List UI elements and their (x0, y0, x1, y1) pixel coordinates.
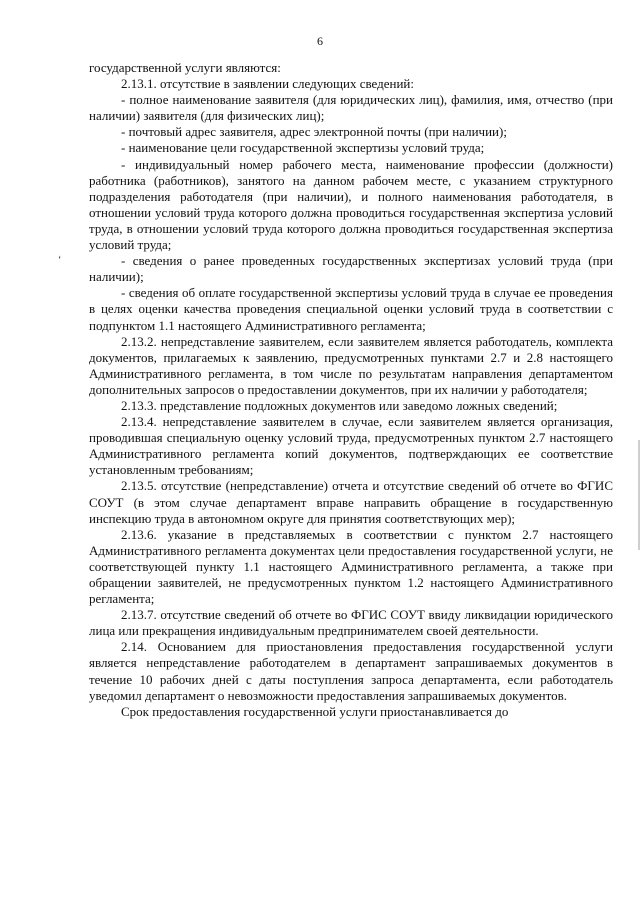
paragraph: - индивидуальный номер рабочего места, наименование профессии (должности) работника (работников), занятого на данном рабочем месте, с указанием структурного подразделения работодателя (при наличии), и полного наименования работодателя, в отношении условий труда которого должна проводиться государственная экспертиза условий труда, в отношении условий труда которого должна проводиться государственная экспертиза условий труда; (89, 156, 613, 253)
paragraph: 2.13.4. непредставление заявителем в случае, если заявителем является организация, проводившая специальную оценку условий труда, предусмотренных пунктом 2.7 настоящего Административного регламента копий документов, подтверждающих ее соответствие установленным требованиям; (89, 414, 613, 478)
document-body (89, 60, 613, 720)
page-number: 6 (317, 34, 323, 48)
paragraph: 2.13.1. отсутствие в заявлении следующих сведений: (121, 76, 414, 92)
paragraph: - полное наименование заявителя (для юридических лиц), фамилия, имя, отчество (при наличии) заявителя (для физических лиц); (89, 92, 613, 124)
paragraph: 2.13.7. отсутствие сведений об отчете во ФГИС СОУТ ввиду ликвидации юридического лица или прекращения индивидуальным предпринимателем своей деятельности. (89, 607, 613, 639)
paragraph: 2.13.5. отсутствие (непредставление) отчета и отсутствие сведений об отчете во ФГИС СОУТ (в этом случае департамент вправе направить обращение в государственную инспекцию труда в автономном округе для принятия соответствующих мер); (89, 478, 613, 526)
paragraph: 2.13.6. указание в представляемых в соответствии с пунктом 2.7 настоящего Административного регламента документах цели предоставления государственной услуги, не соответствующей пункту 1.1 настоящего Административного регламента, а также при обращении заявителей, не предусмотренных пунктом 1.2 настоящего Административного регламента; (89, 526, 613, 607)
paragraph: - сведения об оплате государственной экспертизы условий труда в случае ее проведения в целях оценки качества проведения специальной оценки условий труда в соответствии с подпунктом 1.1 настоящего Административного регламента; (89, 285, 613, 333)
paragraph: 2.13.3. представление подложных документов или заведомо ложных сведений; (121, 397, 558, 413)
paragraph: 2.13.2. непредставление заявителем, если заявителем является работодатель, комплекта документов, прилагаемых к заявлению, предусмотренных пунктами 2.7 и 2.8 настоящего Административного регламента, в том числе по результатам направления департаментом дополнительных запросов о предоставлении документов, при их наличии у работодателя; (89, 333, 613, 397)
paragraph: - сведения о ранее проведенных государственных экспертизах условий труда (при наличии); (89, 253, 613, 285)
paragraph: государственной услуги являются: (89, 60, 281, 75)
margin-mark: ʻ (58, 255, 62, 266)
paragraph: - почтовый адрес заявителя, адрес электронной почты (при наличии); (121, 124, 507, 140)
paragraph: - наименование цели государственной экспертизы условий труда; (121, 140, 485, 156)
paragraph: Срок предоставления государственной услуги приостанавливается до (121, 703, 509, 719)
paragraph: 2.14. Основанием для приостановления предоставления государственной услуги является непредставление работодателем в департамент запрашиваемых документов в течение 10 рабочих дней с даты поступления запроса департамента, если работодатель уведомил департамент о невозможности предоставления запрашиваемых документов. (89, 639, 613, 703)
